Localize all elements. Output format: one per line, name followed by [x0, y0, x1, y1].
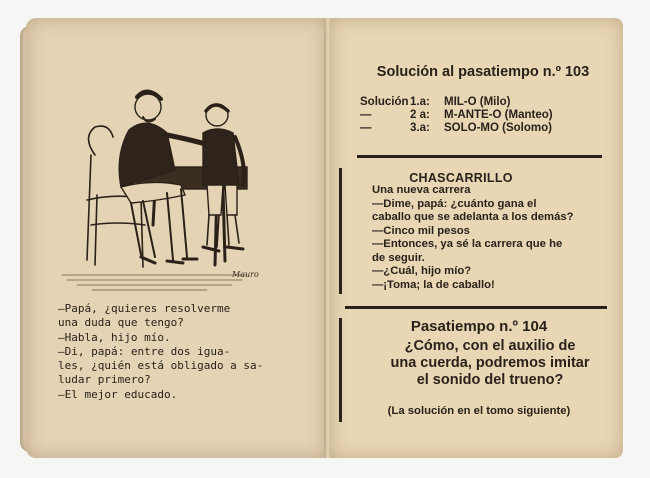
solution-row	[360, 96, 610, 109]
solution-number: 2 a:	[410, 109, 430, 121]
artist-signature: Mauro	[232, 270, 259, 279]
solution-lead: —	[360, 109, 372, 121]
question-line: una cuerda, podremos imitar	[390, 355, 590, 371]
solution-row	[360, 122, 610, 135]
solution-title: Solución al pasatiempo n.º 103	[376, 64, 590, 80]
solution-answer: SOLO-MO (Solomo)	[444, 122, 552, 134]
pasatiempo-question	[360, 338, 620, 389]
chascarrillo-line: —Entonces, ya sé la carrera que he	[372, 238, 563, 250]
dialogue-line: —Habla, hijo mío.	[58, 330, 171, 344]
chascarrillo-line: —¿Cuál, hijo mío?	[372, 265, 472, 277]
dialogue-line: ludar primero?	[58, 373, 151, 387]
solution-number: 1.a:	[410, 96, 430, 108]
chascarrillo-line: —¡Toma; la de caballo!	[372, 278, 495, 291]
chascarrillo-line: Una nueva carrera	[372, 184, 471, 196]
solution-answer: MIL-O (Milo)	[444, 96, 511, 108]
dialogue-line: —Di, papá: entre dos igua-	[58, 344, 231, 358]
dialogue-line: les, ¿quién está obligado a sa-	[58, 359, 264, 373]
vertical-rule	[339, 168, 342, 294]
chascarrillo-line: —Dime, papá: ¿cuánto gana el	[372, 197, 537, 210]
dialogue-text	[58, 302, 273, 402]
chascarrillo-line: —Cinco mil pesos	[372, 224, 470, 237]
father-son-illustration	[57, 75, 252, 297]
solution-number: 3.a:	[410, 122, 430, 134]
chascarrillo-text	[372, 184, 612, 292]
dialogue-line: —Papá, ¿quieres resolverme	[58, 302, 231, 315]
question-line: ¿Cómo, con el auxilio de	[404, 338, 576, 354]
question-line: el sonido del trueno?	[416, 372, 564, 388]
vertical-rule	[339, 318, 342, 422]
floor-hatching	[62, 275, 247, 290]
dialogue-line: —El mejor educado.	[58, 387, 178, 401]
pasatiempo-title: Pasatiempo n.º 104	[410, 318, 548, 335]
section-divider	[357, 155, 602, 158]
dialogue-line: una duda que tengo?	[58, 316, 184, 330]
section-divider	[345, 306, 607, 309]
chascarrillo-line: de seguir.	[372, 251, 425, 264]
solution-lead: —	[360, 122, 372, 134]
pasatiempo-note: (La solución en el tomo siguiente)	[387, 405, 571, 417]
solution-lead: Solución	[360, 96, 409, 108]
solution-list	[360, 96, 610, 135]
solution-answer: M-ANTE-O (Manteo)	[444, 109, 553, 121]
solution-row	[360, 109, 610, 122]
chascarrillo-title: CHASCARRILLO	[409, 171, 513, 185]
chascarrillo-line: caballo que se adelanta a los demás?	[372, 211, 574, 223]
